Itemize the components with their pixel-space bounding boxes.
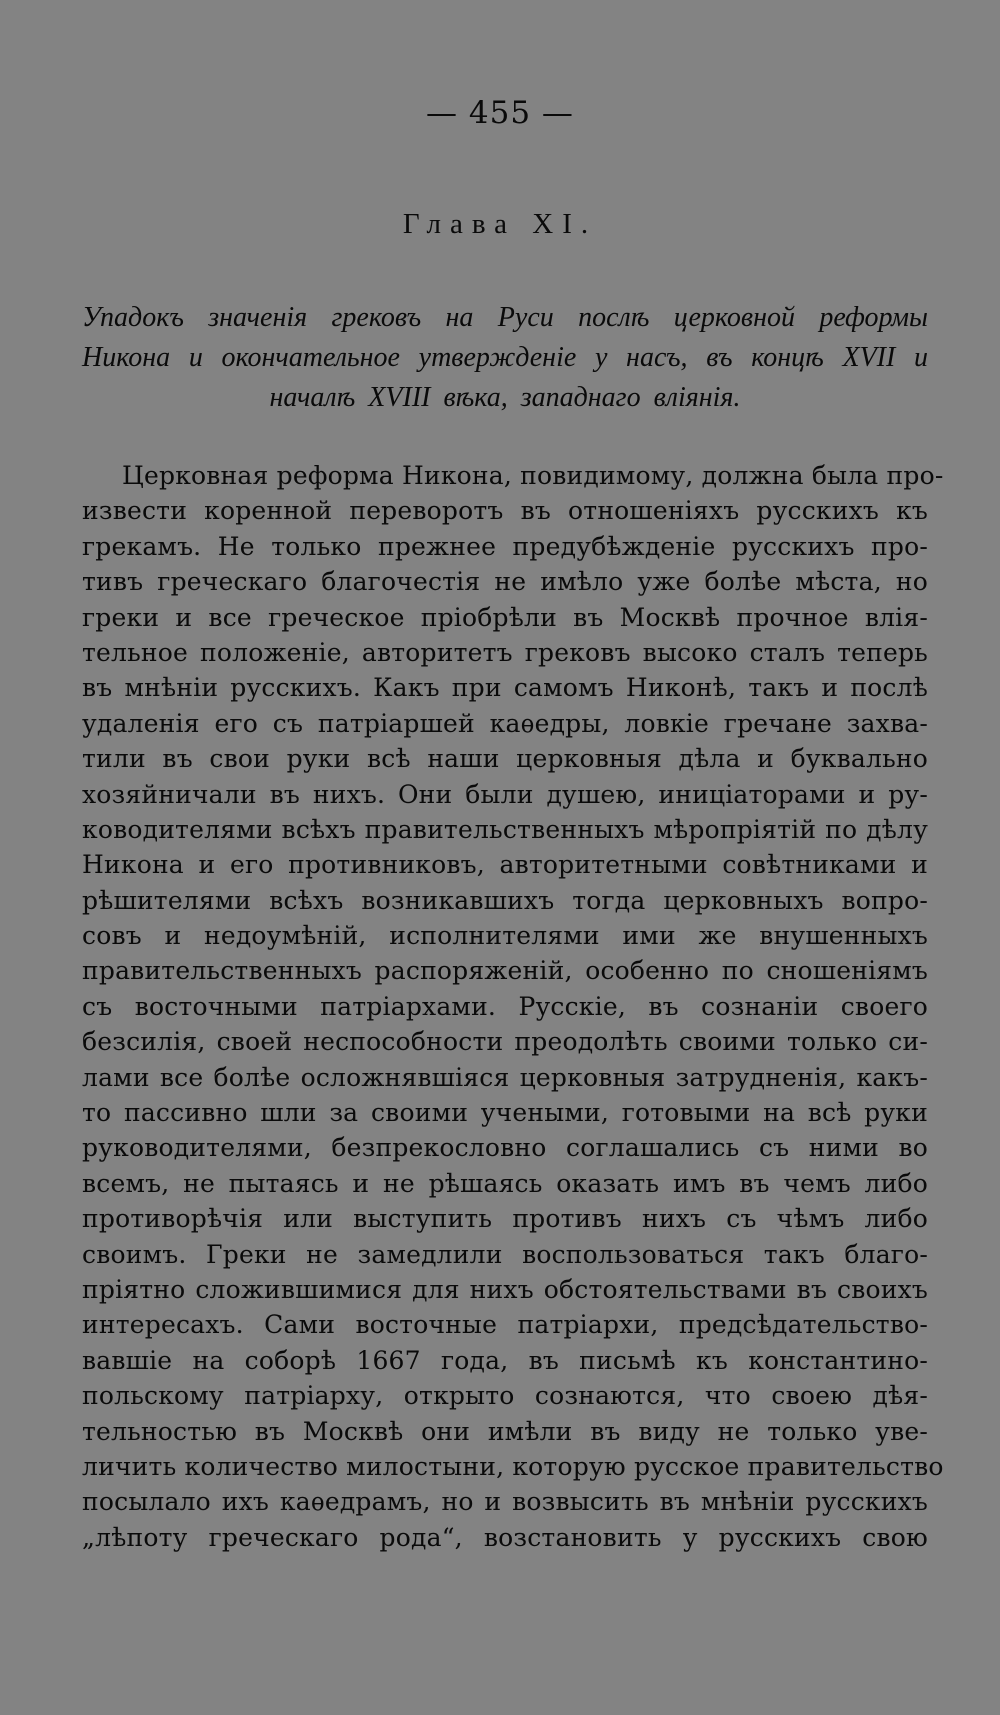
body-line: пріятно сложившимися для нихъ обстоятельствами въ своихъ — [82, 1274, 928, 1304]
body-line: тельностью въ Москвѣ они имѣли въ виду не только уве- — [82, 1416, 928, 1446]
body-line: извести коренной переворотъ въ отношеніяхъ русскихъ къ — [82, 496, 928, 526]
body-line: тили въ свои руки всѣ наши церковныя дѣла и буквально — [82, 744, 928, 774]
body-line: тельное положеніе, авторитетъ грековъ высоко сталъ теперь — [82, 637, 928, 667]
body-text — [82, 458, 944, 1555]
chapter-heading: Глава XI. — [402, 208, 598, 240]
body-line: въ мнѣніи русскихъ. Какъ при самомъ Никонѣ, такъ и послѣ — [82, 673, 928, 703]
body-line: хозяйничали въ нихъ. Они были душею, иниціаторами и ру- — [82, 779, 928, 809]
chapter-title: Упадокъ значенія грековъ на Руси послѣ церковной реформы Никона и окончательное утвержденіе у насъ, въ концѣ XVII и началѣ XVIII вѣка, западнаго вліянія. — [82, 302, 928, 413]
body-line: совъ и недоумѣній, исполнителями ими же внушенныхъ — [82, 921, 928, 951]
body-line: личить количество милостыни, которую русское правительство — [82, 1451, 944, 1481]
body-line: безсилія, своей неспособности преодолѣть своими только си- — [82, 1027, 928, 1057]
body-line: Церковная реформа Никона, повидимому, должна была про- — [122, 461, 944, 490]
body-line: руководителями, безпрекословно соглашались съ ними во — [82, 1133, 928, 1163]
body-line: удаленія его съ патріаршей каѳедры, ловкіе гречане захва- — [82, 708, 928, 738]
body-line: ководителями всѣхъ правительственныхъ мѣропріятій по дѣлу — [82, 814, 928, 844]
body-line: всемъ, не пытаясь и не рѣшаясь оказать имъ въ чемъ либо — [82, 1168, 928, 1198]
body-line: лами все болѣе осложнявшіяся церковныя затрудненія, какъ- — [82, 1062, 928, 1092]
body-line: тивъ греческаго благочестія не имѣло уже болѣе мѣста, но — [82, 567, 928, 597]
body-line: противорѣчія или выступить противъ нихъ съ чѣмъ либо — [82, 1204, 928, 1234]
body-line: рѣшителями всѣхъ возникавшихъ тогда церковныхъ вопро- — [82, 885, 928, 915]
body-line: польскому патріарху, открыто сознаются, что своею дѣя- — [82, 1381, 928, 1411]
body-line: греки и все греческое пріобрѣли въ Москвѣ прочное влія- — [82, 602, 928, 632]
body-line: интересахъ. Сами восточные патріархи, предсѣдательство- — [82, 1310, 928, 1340]
body-line: грекамъ. Не только прежнее предубѣжденіе русскихъ про- — [82, 531, 928, 561]
body-line: посылало ихъ каѳедрамъ, но и возвысить въ мнѣніи русскихъ — [82, 1487, 928, 1517]
body-line: „лѣпоту греческаго рода“, возстановить у русскихъ свою — [82, 1522, 928, 1552]
body-line: вавшіе на соборѣ 1667 года, въ письмѣ къ константино- — [82, 1345, 928, 1375]
page-number: — 455 — — [426, 95, 574, 131]
body-line: своимъ. Греки не замедлили воспользоваться такъ благо- — [82, 1239, 928, 1269]
body-line: то пассивно шли за своими учеными, готовыми на всѣ руки — [82, 1098, 928, 1128]
body-line: правительственныхъ распоряженій, особенно по сношеніямъ — [82, 956, 928, 986]
body-line: съ восточными патріархами. Русскіе, въ сознаніи своего — [82, 991, 928, 1021]
body-line: Никона и его противниковъ, авторитетными совѣтниками и — [82, 850, 928, 880]
